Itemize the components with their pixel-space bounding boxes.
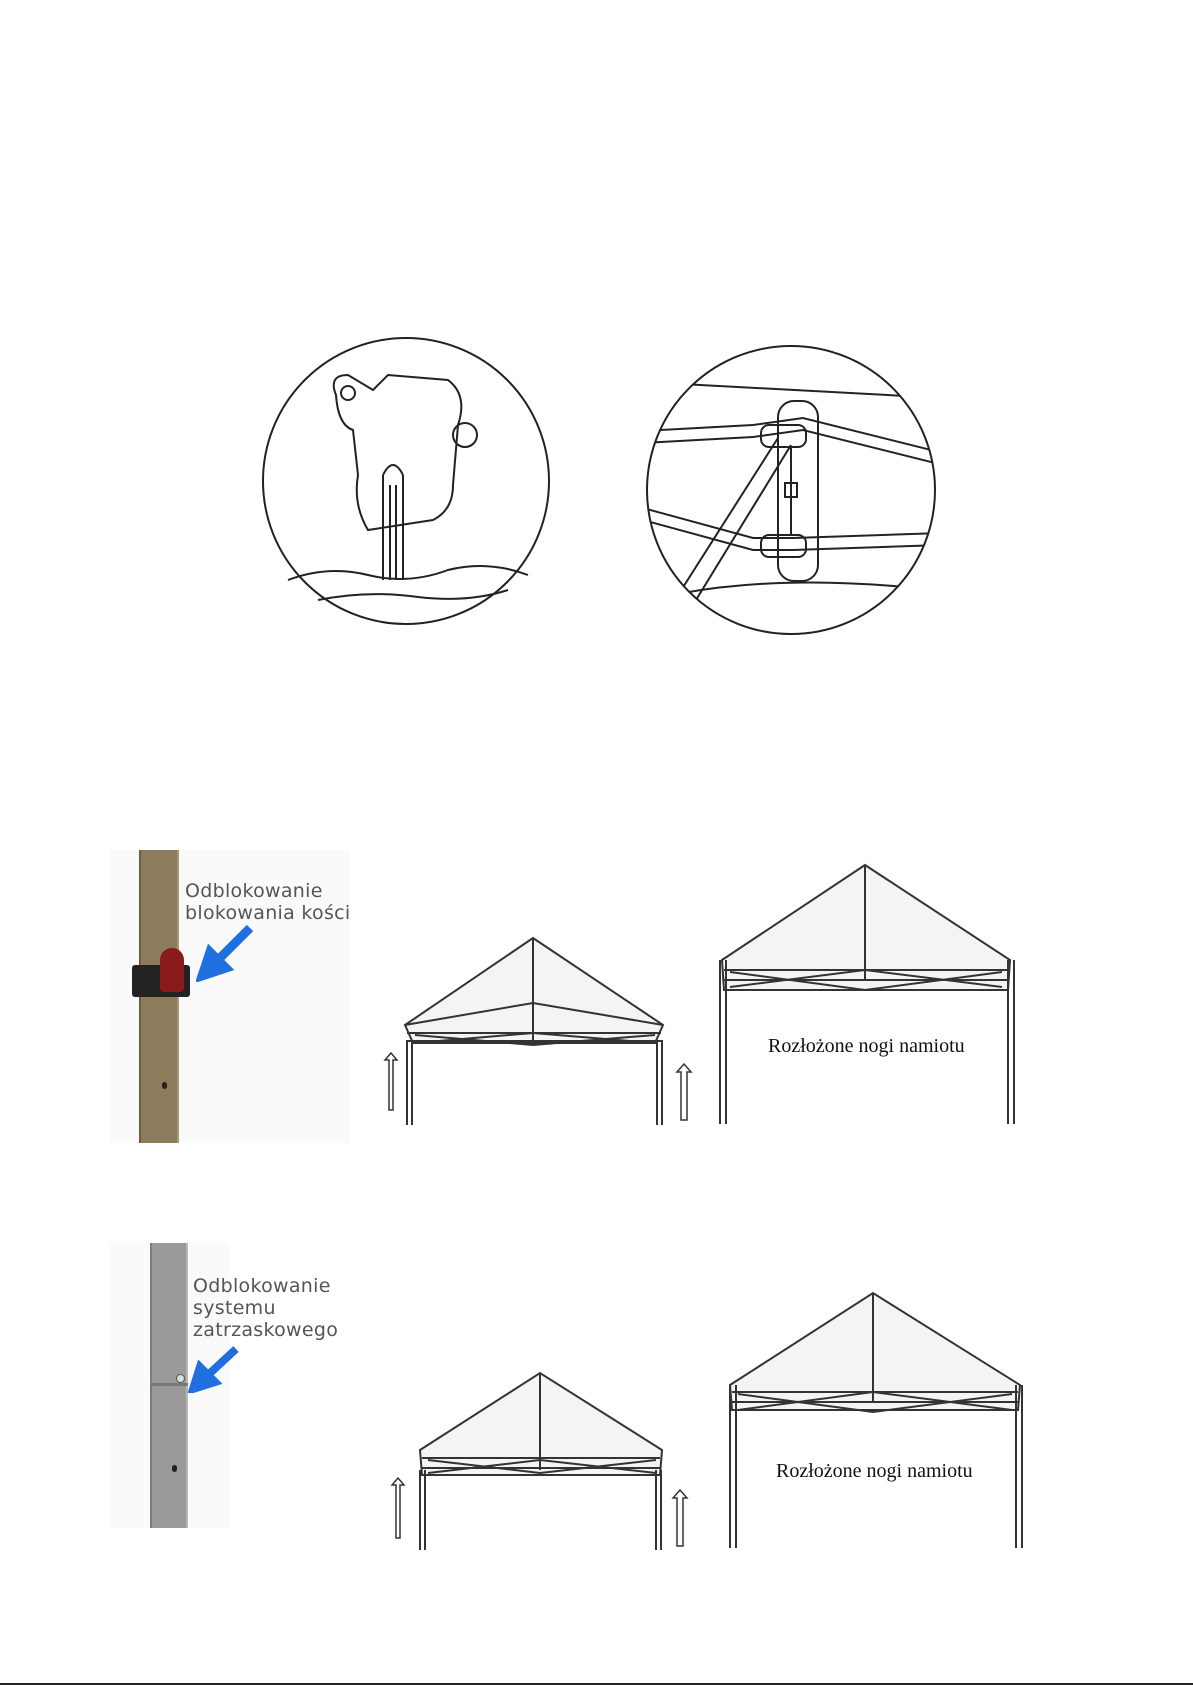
pole-hole bbox=[172, 1465, 177, 1472]
tent-folded-diagram bbox=[365, 935, 675, 1130]
bone-lock-label bbox=[185, 880, 350, 924]
tent-caption: Rozłożone nogi namiotu bbox=[768, 1035, 965, 1057]
bone-lock-label-line2: blokowania kości bbox=[185, 902, 351, 924]
snap-button bbox=[176, 1374, 185, 1383]
tent-folded-diagram bbox=[380, 1370, 680, 1555]
snap-lock-label bbox=[193, 1275, 338, 1341]
blue-arrow-icon bbox=[188, 1345, 240, 1393]
pole-joint bbox=[150, 1383, 188, 1386]
pole-hole bbox=[162, 1082, 167, 1089]
tent-extended-diagram bbox=[722, 1290, 1028, 1550]
up-arrow-icon bbox=[674, 1062, 694, 1122]
blue-arrow-icon bbox=[196, 922, 256, 982]
tent-caption: Rozłożone nogi namiotu bbox=[776, 1460, 973, 1482]
up-arrow-icon bbox=[670, 1488, 690, 1548]
detail-hub-circle bbox=[258, 335, 554, 627]
snap-lock-label-line2: systemu bbox=[193, 1297, 276, 1319]
tent-extended-diagram bbox=[710, 862, 1020, 1127]
bone-lock-label-line1: Odblokowanie bbox=[185, 880, 323, 902]
detail-scissor-hinge-circle bbox=[643, 343, 939, 637]
snap-lock-label-line1: Odblokowanie bbox=[193, 1275, 331, 1297]
snap-lock-label-line3: zatrzaskowego bbox=[193, 1319, 339, 1341]
bone-lock-lever bbox=[160, 948, 184, 992]
